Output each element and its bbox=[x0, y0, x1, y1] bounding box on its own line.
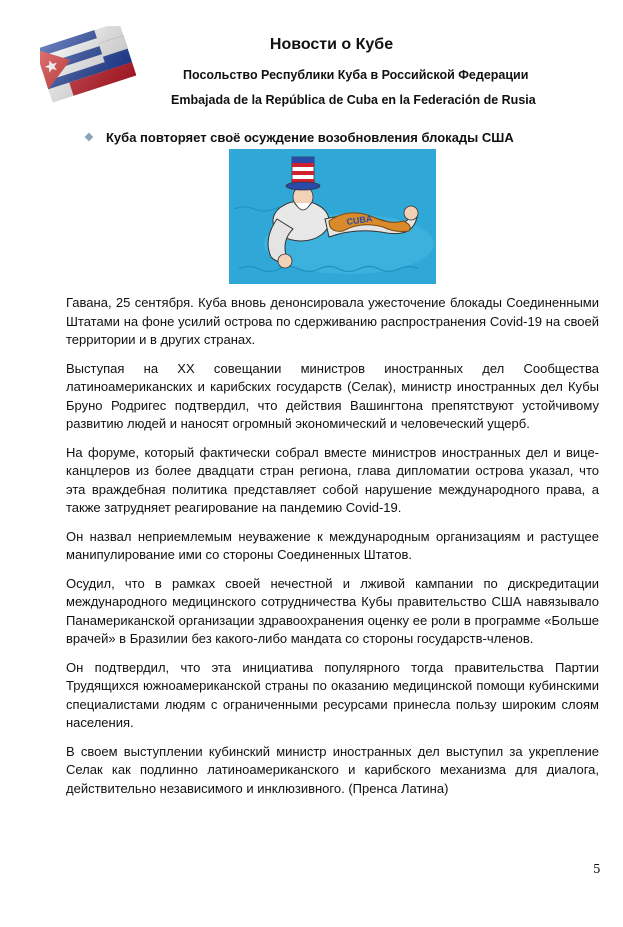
embassy-name-es: Embajada de la República de Cuba en la Federación de Rusia bbox=[171, 93, 536, 107]
article-headline: Куба повторяет своё осуждение возобновления блокады США bbox=[106, 130, 514, 145]
page-number: 5 bbox=[593, 862, 601, 876]
article-paragraph: Осудил, что в рамках своей нечестной и лживой кампании по дискредитации международного медицинского сотрудничества Кубы правительство США навязывало Панамериканской организации здравоохранения оценку ее роли в программе «Больше врачей» в Бразилии без какого-либо мандата со стороны государств-членов. bbox=[66, 575, 599, 646]
article-body bbox=[66, 294, 599, 808]
embassy-name-ru: Посольство Республики Куба в Российской Федерации bbox=[183, 68, 529, 82]
article-paragraph: Он подтвердил, что эта инициатива популярного тогда правительства Партии Трудящихся южноамериканской страны по оказанию медицинской помощи кубинскими специалистами людям с ограниченными ресурсами принесла пользу широким слоям населения. bbox=[66, 659, 599, 730]
article-headline-row bbox=[84, 130, 514, 145]
article-paragraph: Гавана, 25 сентября. Куба вновь денонсировала ужесточение блокады Соединенными Штатами на фоне усилий острова по сдерживанию распространения Covid-19 на своей территории и в других странах. bbox=[66, 295, 599, 347]
page-title: Новости о Кубе bbox=[269, 36, 394, 53]
diamond-bullet-icon: ❖ bbox=[84, 132, 94, 144]
article-paragraph: На форуме, который фактически собрал вместе министров иностранных дел и вице-канцлеров из более двадцати стран региона, глава дипломатии острова указал, что эта враждебная политика представляет собой нарушение международного права, а также затрудняет реагирование на пандемию Covid-19. bbox=[66, 444, 599, 515]
article-paragraph: Он назвал неприемлемым неуважение к международным организациям и растущее манипулирование ими со стороны Соединенных Штатов. bbox=[66, 528, 599, 562]
article-paragraph: В своем выступлении кубинский министр иностранных дел выступил за укрепление Селак как подлинно латиноамериканского и карибского механизма для диалога, действительно независимого и инклюзивного. (Пренса Латина) bbox=[66, 743, 599, 796]
article-paragraph: Выступая на XX совещании министров иностранных дел Сообщества латиноамериканских и карибских государств (Селак), министр иностранных дел Кубы Бруно Родригес подтвердил, что действия Вашингтона препятствуют устойчивому развитию людей и наносят огромный экономический и человеческий ущерб. bbox=[66, 360, 599, 431]
cuba-label: CUBA bbox=[345, 213, 374, 227]
uncle-sam-cartoon bbox=[229, 149, 436, 284]
